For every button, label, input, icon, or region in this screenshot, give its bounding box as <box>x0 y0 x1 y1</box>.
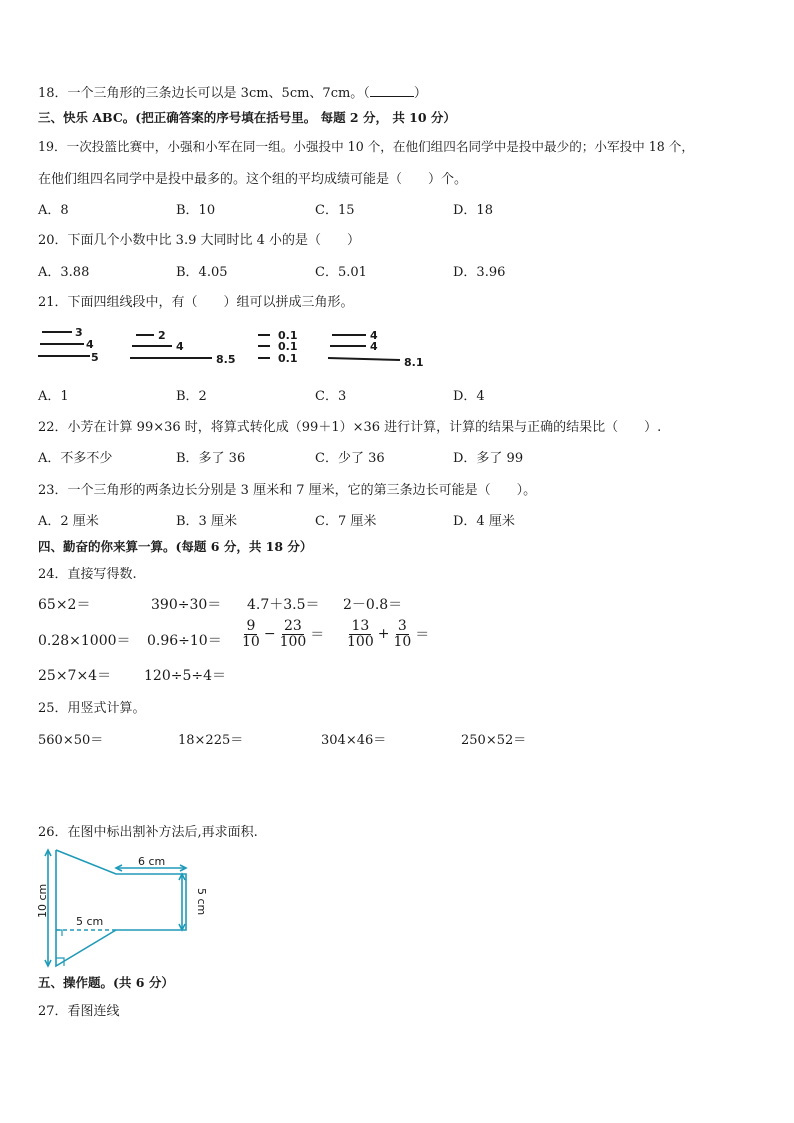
g3-label-1: 0.1 <box>278 329 298 342</box>
q20-text: 20．下面几个小数中比 3.9 大同时比 4 小的是（ ） <box>38 233 361 248</box>
q25-item-3: 304×46＝ <box>321 733 387 748</box>
q19-line-1: 19．一次投篮比赛中，小强和小军在同一组。小强投中 10 个，在他们组四名同学中是投中最少的；小军投中 18 个， <box>38 139 694 154</box>
q23-option-d[interactable]: D．4 厘米 <box>453 514 515 529</box>
q24-r2-1: 0.28×1000＝ <box>38 633 131 649</box>
q24-r1-3: 4.7＋3.5＝ <box>247 597 320 613</box>
q21-option-c[interactable]: C．3 <box>315 389 347 404</box>
q26-title: 26．在图中标出割补方法后,再求面积. <box>38 825 258 840</box>
q24-r2-2: 0.96÷10＝ <box>147 633 222 649</box>
q20-option-a[interactable]: A．3.88 <box>38 265 90 280</box>
fig-label-right: 5 cm <box>195 888 208 916</box>
q20-option-d[interactable]: D．3.96 <box>453 265 506 280</box>
g1-label-3: 5 <box>91 351 99 364</box>
q24-r1-4: 2－0.8＝ <box>343 597 403 613</box>
q25-title: 25．用竖式计算。 <box>38 701 146 716</box>
q19-option-b[interactable]: B．10 <box>176 203 216 218</box>
g2-label-3: 8.5 <box>216 353 236 366</box>
q23-text: 23．一个三角形的两条边长分别是 3 厘米和 7 厘米，它的第三条边长可能是（ ）。 <box>38 483 537 498</box>
g2-label-1: 2 <box>158 329 166 342</box>
fraction-9-10: $\frac{9}{10}$ <box>242 618 260 650</box>
section-5-heading: 五、操作题。(共 6 分） <box>38 975 174 990</box>
g2-label-2: 4 <box>176 340 184 353</box>
fig-label-top: 6 cm <box>138 855 166 868</box>
segment-group-4 <box>328 329 424 369</box>
g1-label-1: 3 <box>75 326 83 339</box>
q21-text: 21．下面四组线段中，有（ ）组可以拼成三角形。 <box>38 295 354 310</box>
q22-option-a[interactable]: A．不多不少 <box>38 451 113 466</box>
q18-close: ） <box>413 86 427 101</box>
q24-r3-1: 25×7×4＝ <box>38 668 112 684</box>
section-4-heading: 四、勤奋的你来算一算。(每题 6 分，共 18 分） <box>38 539 313 554</box>
q27-title: 27．看图连线 <box>38 1004 120 1019</box>
q22-option-c[interactable]: C．少了 36 <box>315 451 385 466</box>
g4-label-3: 8.1 <box>404 356 424 369</box>
segment-group-1 <box>38 326 99 364</box>
fraction-23-100: $\frac{23}{100}$ <box>279 618 307 650</box>
q23-option-b[interactable]: B．3 厘米 <box>176 514 237 529</box>
q25-item-2: 18×225＝ <box>178 733 244 748</box>
q25-item-4: 250×52＝ <box>461 733 527 748</box>
section-3-heading: 三、快乐 ABC。(把正确答案的序号填在括号里。 每题 2 分， 共 10 分） <box>38 110 456 125</box>
q21-option-d[interactable]: D．4 <box>453 389 485 404</box>
q24-fraction-expression-2: $\frac{13}{100}$ + $\frac{3}{10}$ ＝ <box>347 618 430 650</box>
q19-option-c[interactable]: C．15 <box>315 203 355 218</box>
q24-fraction-expression-1: $\frac{9}{10}$ − $\frac{23}{100}$ ＝ <box>242 618 325 650</box>
fig-label-inner: 5 cm <box>76 915 104 928</box>
q24-r3-2: 120÷5÷4＝ <box>144 668 226 684</box>
q18-line <box>38 82 427 101</box>
q22-text: 22．小芳在计算 99×36 时，将算式转化成（99＋1）×36 进行计算，计算的结果与正确的结果比（ ）. <box>38 420 662 435</box>
q19-line-2: 在他们组四名同学中是投中最多的。这个组的平均成绩可能是（ ）个。 <box>38 172 468 187</box>
q21-option-a[interactable]: A．1 <box>38 389 69 404</box>
q22-option-d[interactable]: D．多了 99 <box>453 451 524 466</box>
g1-label-2: 4 <box>86 338 94 351</box>
fraction-13-100: $\frac{13}{100}$ <box>347 618 374 650</box>
segment-group-3 <box>258 329 298 365</box>
q23-option-c[interactable]: C．7 厘米 <box>315 514 377 529</box>
q24-r1-1: 65×2＝ <box>38 597 91 613</box>
q20-option-c[interactable]: C．5.01 <box>315 265 367 280</box>
q24-r1-2: 390÷30＝ <box>151 597 222 613</box>
g3-label-3: 0.1 <box>278 352 298 365</box>
q24-title: 24．直接写得数. <box>38 567 137 582</box>
segment-group-2 <box>130 329 236 366</box>
g3-label-2: 0.1 <box>278 340 298 353</box>
q21-segment-figures <box>34 322 454 370</box>
q21-option-b[interactable]: B．2 <box>176 389 207 404</box>
q18-text: 18．一个三角形的三条边长可以是 3cm、5cm、7cm。（ <box>38 86 370 101</box>
q26-composite-figure <box>36 846 236 968</box>
q22-option-b[interactable]: B．多了 36 <box>176 451 246 466</box>
fraction-3-10: $\frac{3}{10}$ <box>393 618 412 650</box>
q19-option-d[interactable]: D．18 <box>453 203 493 218</box>
q19-option-a[interactable]: A．8 <box>38 203 69 218</box>
fig-label-left: 10 cm <box>36 883 49 918</box>
q25-item-1: 560×50＝ <box>38 733 104 748</box>
g4-label-1: 4 <box>370 329 378 342</box>
q23-option-a[interactable]: A．2 厘米 <box>38 514 99 529</box>
q18-answer-blank[interactable] <box>370 84 414 97</box>
g4-label-2: 4 <box>370 340 378 353</box>
q20-option-b[interactable]: B．4.05 <box>176 265 228 280</box>
